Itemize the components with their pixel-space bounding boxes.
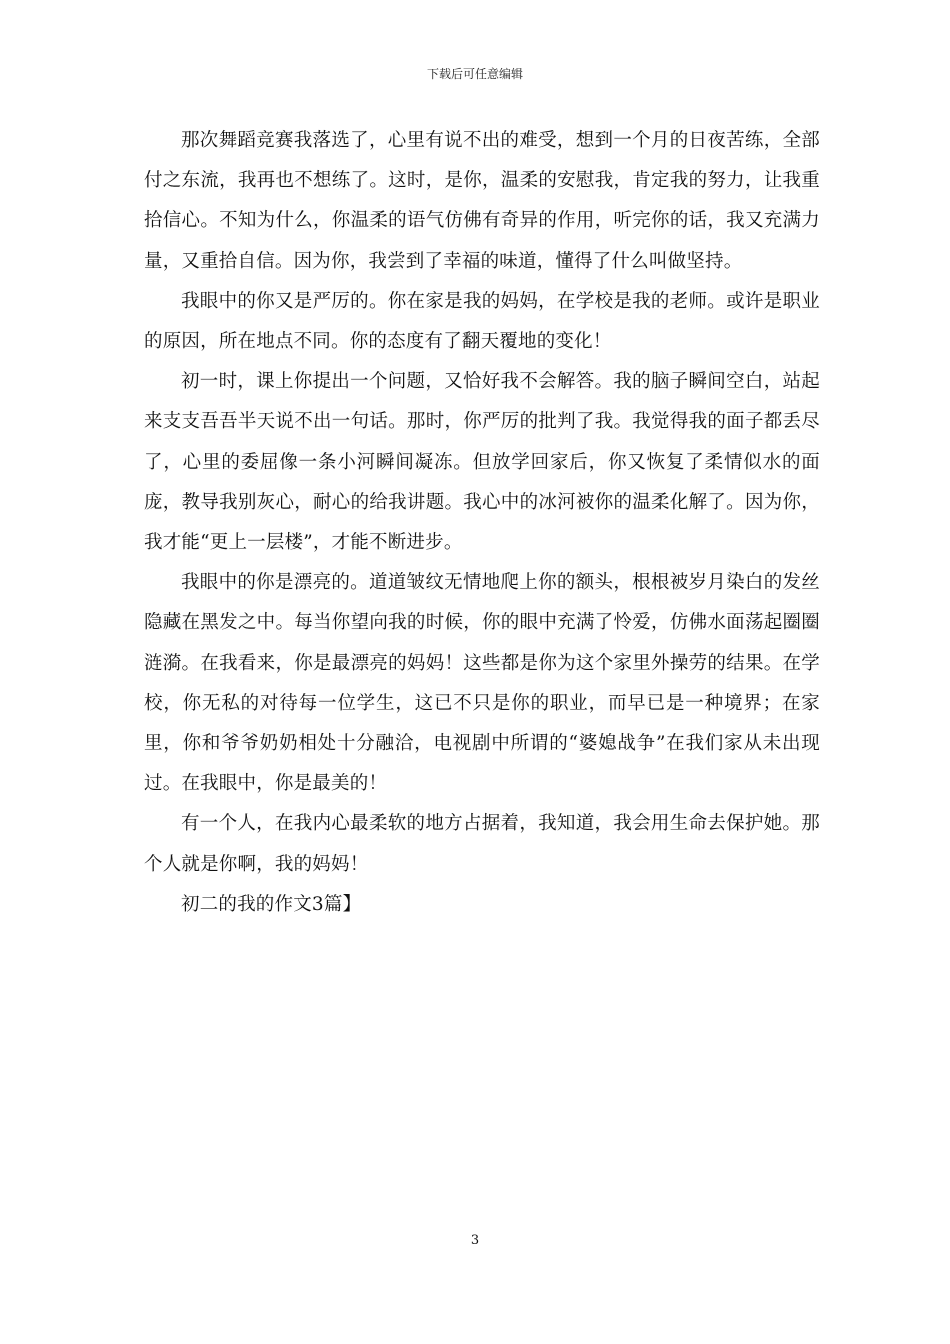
- paragraph-dance-competition: 那次舞蹈竞赛我落选了，心里有说不出的难受，想到一个月的日夜苦练，全部付之东流，我再也不想练了。这时，是你，温柔的安慰我，肯定我的努力，让我重拾信心。不知为什么，你温柔的语气仿佛有奇异的作用，听完你的话，我又充满力量，又重拾自信。因为你，我尝到了幸福的味道，懂得了什么叫做坚持。: [144, 130, 820, 272]
- document-body: [144, 121, 820, 925]
- paragraph-first-year: 初一时，课上你提出一个问题，又恰好我不会解答。我的脑子瞬间空白，站起来支支吾吾半天说不出一句话。那时，你严厉的批判了我。我觉得我的面子都丢尽了，心里的委屈像一条小河瞬间凝冻。但放学回家后，你又恢复了柔情似水的面庞，教导我别灰心，耐心的给我讲题。我心中的冰河被你的温柔化解了。因为你，我才能“更上一层楼”，才能不断进步。: [144, 371, 820, 554]
- paragraph-conclusion: 有一个人，在我内心最柔软的地方占据着，我知道，我会用生命去保护她。那个人就是你啊，我的妈妈！: [144, 813, 820, 875]
- paragraph-beautiful: 我眼中的你是漂亮的。道道皱纹无情地爬上你的额头，根根被岁月染白的发丝隐藏在黑发之中。每当你望向我的时候，你的眼中充满了怜爱，仿佛水面荡起圈圈涟漪。在我看来，你是最漂亮的妈妈！这些都是你为这个家里外操劳的结果。在学校，你无私的对待每一位学生，这已不只是你的职业，而早已是一种境界；在家里，你和爷爷奶奶相处十分融洽，电视剧中所谓的“婆媳战争”在我们家从未出现过。在我眼中，你是最美的！: [144, 572, 820, 795]
- page-number: 3: [470, 1233, 480, 1248]
- page-header: 下载后可任意编辑: [426, 67, 523, 81]
- paragraph-strict: 我眼中的你又是严厉的。你在家是我的妈妈，在学校是我的老师。或许是职业的原因，所在地点不同。你的态度有了翻天覆地的变化！: [144, 290, 820, 353]
- paragraph-heading-next: 初二的我的作文3篇】: [181, 893, 362, 915]
